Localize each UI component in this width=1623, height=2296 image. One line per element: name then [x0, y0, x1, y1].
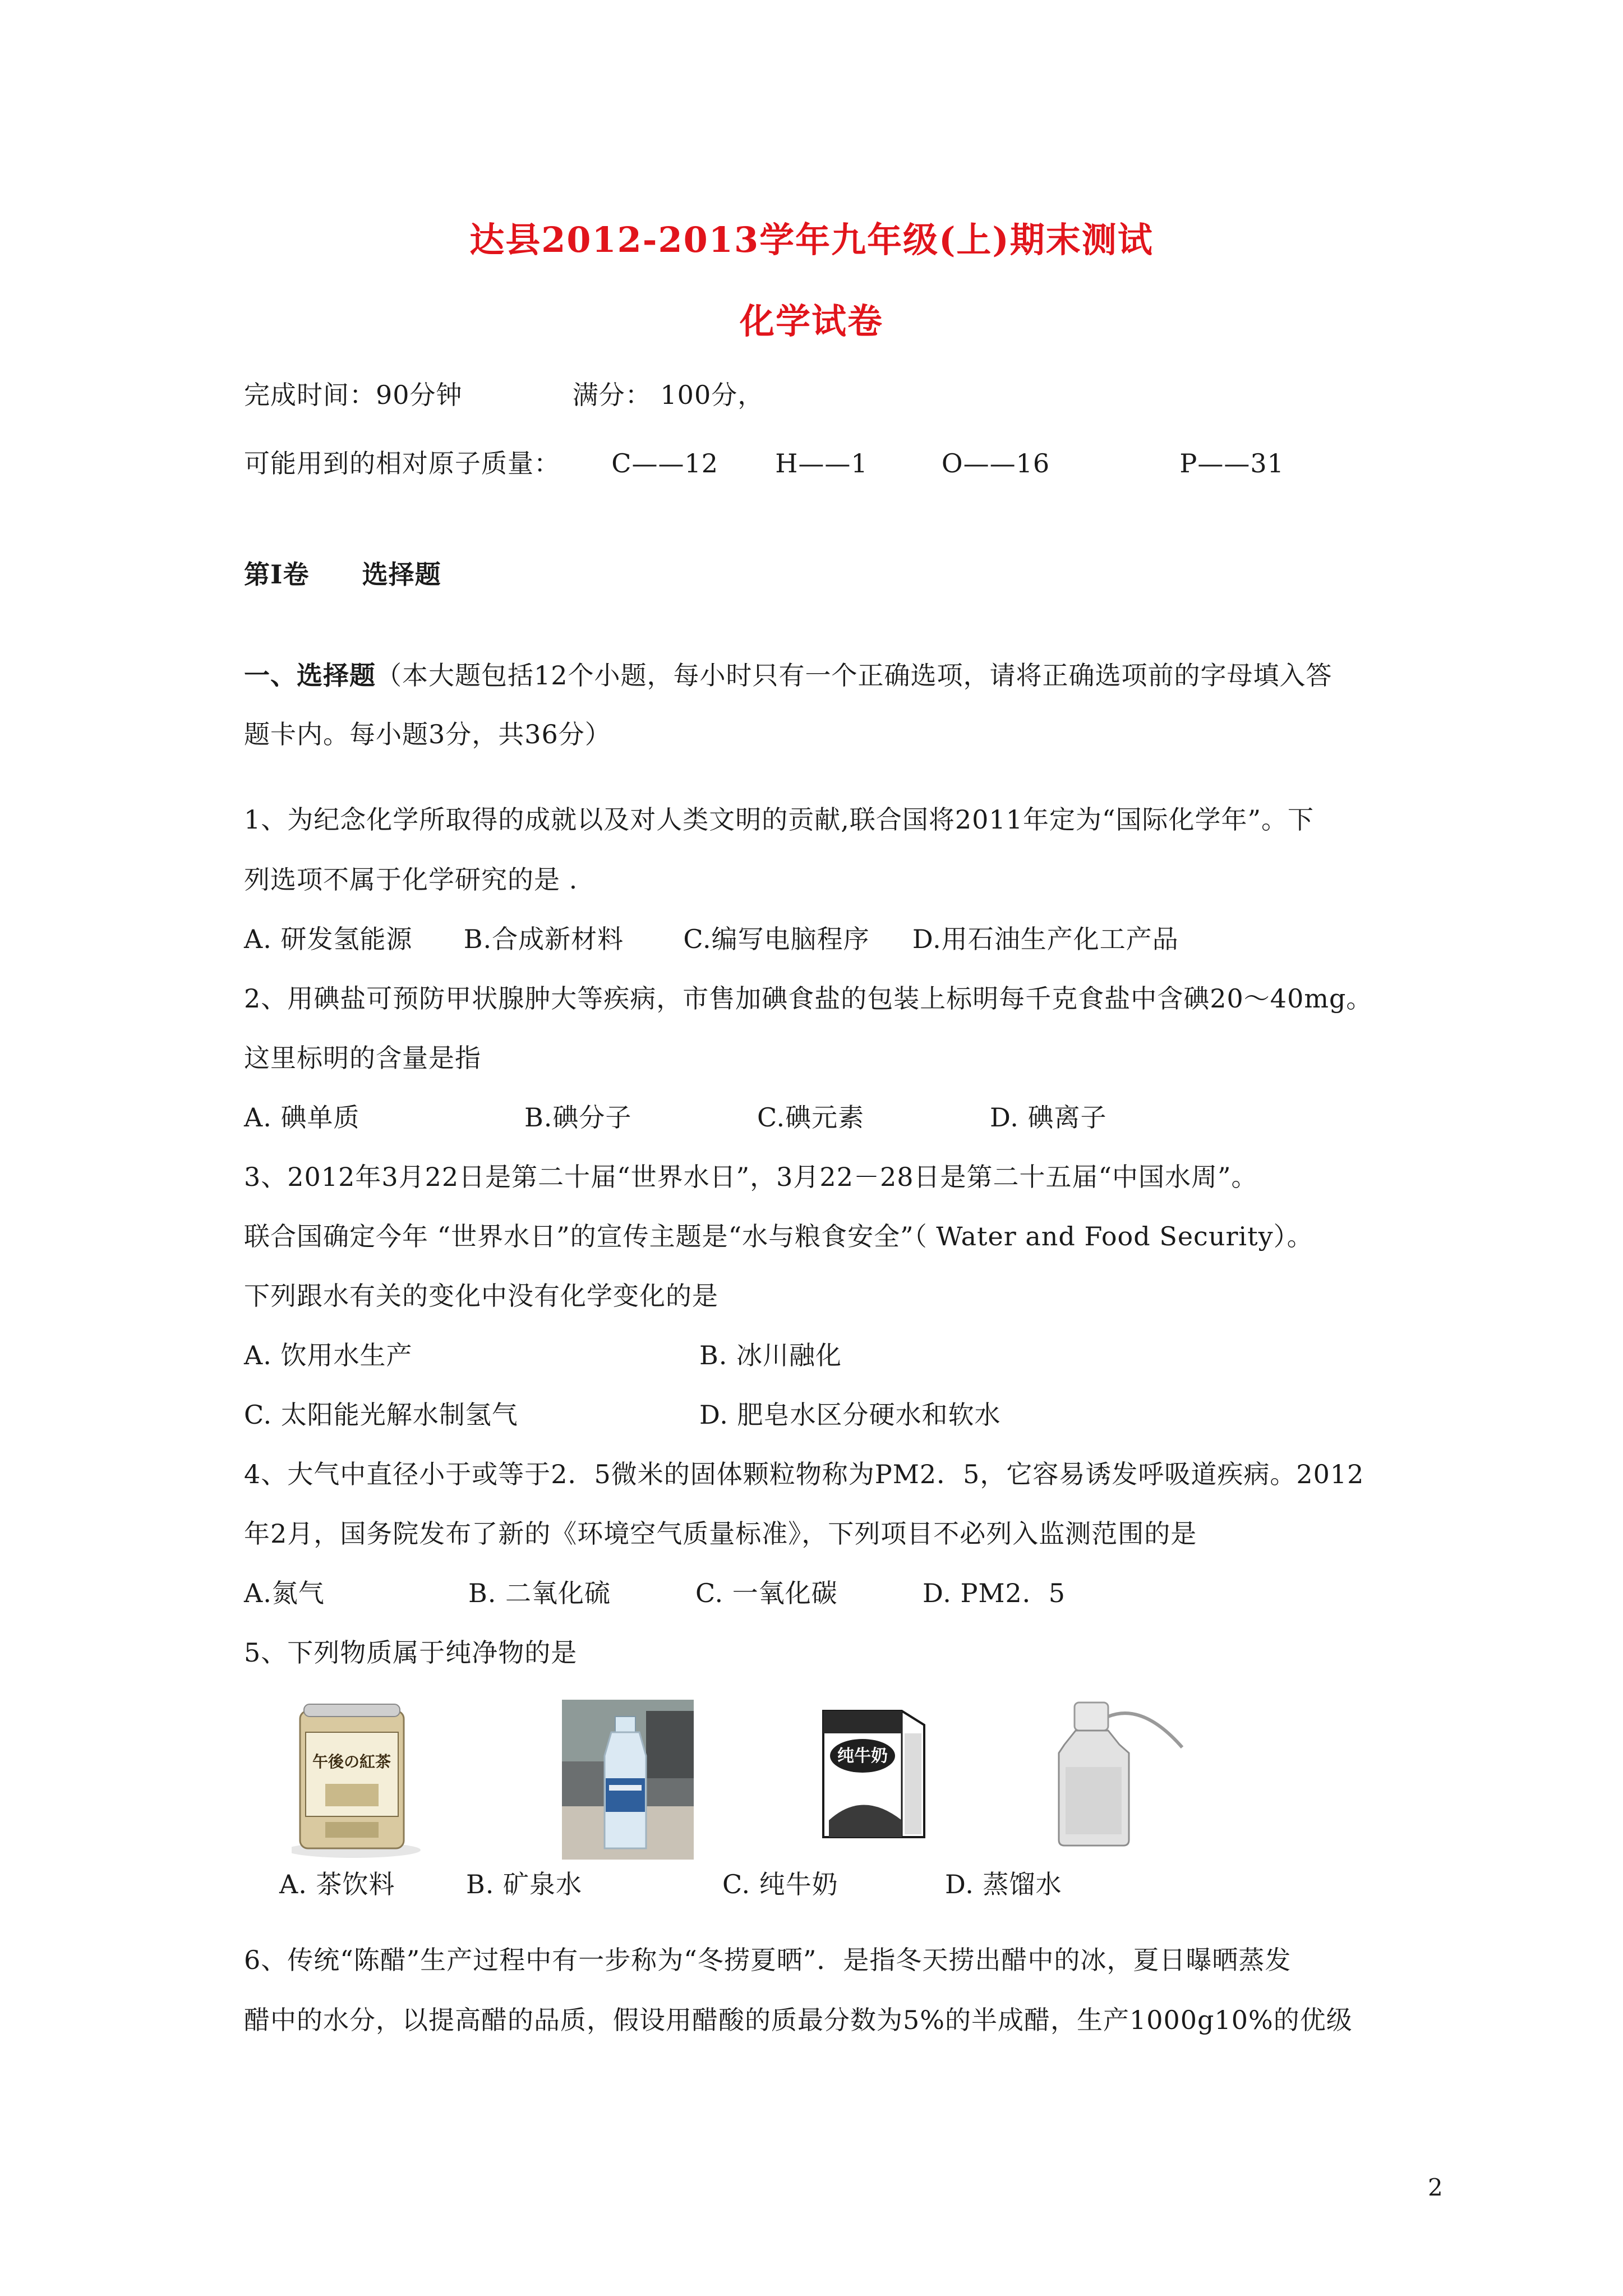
q2-option-a: A. 碘单质 [244, 1102, 360, 1133]
q3-option-a: A. 饮用水生产 [244, 1340, 413, 1370]
atomic-c: C——12 [611, 448, 718, 478]
tea-can-image [292, 1700, 426, 1862]
q4-option-a: A.氮气 [244, 1578, 325, 1608]
q1-option-d: D.用石油生产化工产品 [912, 924, 1179, 954]
q2-option-d: D. 碘离子 [990, 1102, 1107, 1133]
q5-option-a: A. 茶饮料 [279, 1869, 395, 1899]
q1-option-c: C.编写电脑程序 [683, 924, 870, 954]
q2-option-b: B.碘分子 [524, 1102, 632, 1133]
q1-stem-1: 1、为纪念化学所取得的成就以及对人类文明的贡献,联合国将2011年定为“国际化学年”。下 [244, 804, 1314, 835]
volume-name: 选择题 [362, 559, 441, 590]
q3-option-d: D. 肥皂水区分硬水和软水 [699, 1400, 1001, 1430]
q6-stem-2: 醋中的水分，以提高醋的品质，假设用醋酸的质最分数为5%的半成醋，生产1000g10%的优级 [244, 2005, 1353, 2035]
q3-option-c: C. 太阳能光解水制氢气 [244, 1400, 518, 1430]
q3-stem-2: 联合国确定今年 “世界水日”的宣传主题是“水与粮食安全”（ Water and Food Security）。 [244, 1221, 1313, 1251]
q3-stem-1: 3、2012年3月22日是第二十届“世界水日”，3月22－28日是第二十五届“中国水周”。 [244, 1162, 1258, 1192]
q5-stem: 5、下列物质属于纯净物的是 [244, 1637, 578, 1668]
q1-options [244, 919, 1179, 956]
q1-option-b: B.合成新材料 [463, 924, 624, 954]
tea-can-label: 午後の紅茶 [312, 1752, 391, 1771]
part-desc: （本大题包括12个小题，每小时只有一个正确选项，请将正确选项前的字母填入答 [376, 660, 1332, 691]
q4-stem-2: 年2月，国务院发布了新的《环境空气质量标准》，下列项目不必列入监测范围的是 [244, 1519, 1197, 1549]
atomic-p: P——31 [1179, 448, 1284, 478]
q1-stem-2: 列选项不属于化学研究的是 . [244, 864, 578, 895]
q4-stem-1: 4、大气中直径小于或等于2．5微米的固体颗粒物称为PM2．5，它容易诱发呼吸道疾病。2012 [244, 1459, 1364, 1489]
q2-stem-2: 这里标明的含量是指 [244, 1043, 481, 1073]
time-text: 完成时间：90分钟 [244, 380, 463, 410]
page-number: 2 [1428, 2174, 1443, 2201]
q2-stem-1: 2、用碘盐可预防甲状腺肿大等疾病，市售加碘食盐的包装上标明每千克食盐中含碘20～40mg。 [244, 983, 1373, 1014]
q5-option-c: C. 纯牛奶 [722, 1869, 838, 1899]
q4-option-b: B. 二氧化硫 [468, 1578, 611, 1608]
exam-title: 达县2012-2013学年九年级(上)期末测试 [469, 219, 1154, 260]
q3-option-b: B. 冰川融化 [699, 1340, 842, 1370]
exam-info-time [244, 375, 764, 412]
q6-stem-1: 6、传统“陈醋”生产过程中有一步称为“冬捞夏晒”．是指冬天捞出醋中的冰，夏日曝晒蒸发 [244, 1945, 1292, 1975]
score-text: 满分： 100分， [572, 380, 764, 410]
q4-option-c: C. 一氧化碳 [695, 1578, 838, 1608]
q5-option-d: D. 蒸馏水 [945, 1869, 1062, 1899]
part-heading [244, 655, 1332, 692]
q5-images [0, 1700, 1623, 1868]
volume-heading [244, 554, 441, 591]
part-desc-2: 题卡内。每小题3分，共36分） [244, 719, 611, 749]
distilled-water-image [1053, 1700, 1191, 1848]
atomic-mass-line [244, 443, 1284, 480]
mineral-water-image [562, 1700, 694, 1860]
atomic-label: 可能用到的相对原子质量： [244, 448, 560, 478]
q4-option-d: D. PM2．5 [923, 1578, 1066, 1608]
exam-subtitle: 化学试卷 [739, 301, 883, 342]
q2-option-c: C.碘元素 [757, 1102, 865, 1133]
volume-label: 第Ⅰ卷 [244, 559, 310, 590]
part-title: 一、选择题 [244, 660, 376, 691]
milk-logo-icon: 纯牛奶 [837, 1746, 888, 1766]
pure-milk-image [818, 1700, 933, 1843]
q5-option-b: B. 矿泉水 [466, 1869, 583, 1899]
q3-stem-3: 下列跟水有关的变化中没有化学变化的是 [244, 1281, 718, 1311]
q1-option-a: A. 研发氢能源 [244, 924, 413, 954]
atomic-h: H——1 [775, 448, 868, 478]
atomic-o: O——16 [941, 448, 1050, 478]
